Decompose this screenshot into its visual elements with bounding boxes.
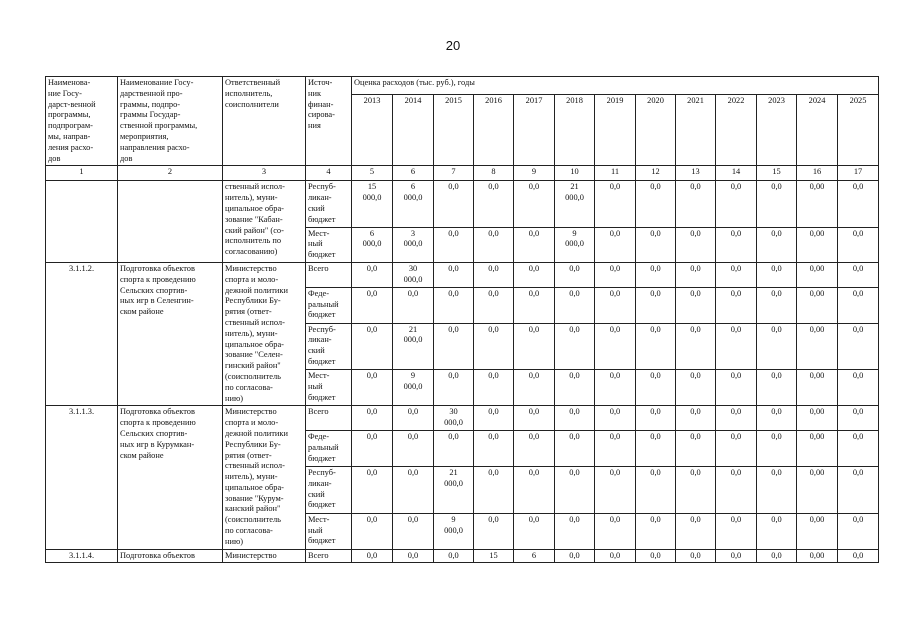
value-cell: 0,0 <box>555 549 595 563</box>
funding-source-cell: Мест- ный бюджет <box>306 513 352 549</box>
value-cell: 0,0 <box>514 181 555 227</box>
column-index-cell: 8 <box>474 166 514 181</box>
value-cell: 0,0 <box>434 287 474 323</box>
executor-cell: Министерство спорта и моло- дежной политики Республики Бу- рятия (ответ- ственный испол- нитель), муни- ципальное обра- зование "Курум- канский район" (соисполнитель по согласова- нию) <box>223 406 306 549</box>
value-cell: 0,0 <box>757 549 797 563</box>
table-row <box>46 549 879 563</box>
year-header: 2024 <box>797 95 838 166</box>
value-cell: 0,00 <box>797 181 838 227</box>
value-cell: 0,0 <box>595 262 636 287</box>
value-cell: 0,0 <box>676 323 716 370</box>
table-row <box>46 181 879 227</box>
value-cell: 0,0 <box>757 262 797 287</box>
funding-source-cell: Всего <box>306 262 352 287</box>
year-header: 2015 <box>434 95 474 166</box>
value-cell: 0,0 <box>352 431 393 467</box>
value-cell: 3 000,0 <box>393 227 434 262</box>
value-cell: 0,0 <box>595 431 636 467</box>
column-index-cell: 5 <box>352 166 393 181</box>
budget-table <box>45 76 879 563</box>
executor-cell: Министерство <box>223 549 306 563</box>
value-cell: 0,0 <box>716 370 757 406</box>
table-row <box>46 262 879 287</box>
value-cell: 0,0 <box>636 287 676 323</box>
value-cell: 0,00 <box>797 287 838 323</box>
value-cell: 0,0 <box>716 227 757 262</box>
value-cell: 0,00 <box>797 262 838 287</box>
column-index-cell: 4 <box>306 166 352 181</box>
funding-source-cell: Феде- ральный бюджет <box>306 287 352 323</box>
value-cell: 0,0 <box>514 323 555 370</box>
year-header: 2020 <box>636 95 676 166</box>
funding-source-cell: Феде- ральный бюджет <box>306 431 352 467</box>
value-cell: 0,0 <box>636 181 676 227</box>
value-cell: 0,0 <box>393 467 434 514</box>
value-cell: 0,0 <box>393 513 434 549</box>
funding-source-cell: Всего <box>306 549 352 563</box>
column-index-cell: 10 <box>555 166 595 181</box>
year-header: 2018 <box>555 95 595 166</box>
column-index-cell: 15 <box>757 166 797 181</box>
header-source: Источ- ник финан- сирова- ния <box>306 77 352 166</box>
value-cell: 0,0 <box>716 287 757 323</box>
value-cell: 0,00 <box>797 467 838 514</box>
column-index-cell: 12 <box>636 166 676 181</box>
value-cell: 0,00 <box>797 370 838 406</box>
year-header: 2021 <box>676 95 716 166</box>
value-cell: 0,0 <box>393 431 434 467</box>
value-cell: 21 000,0 <box>393 323 434 370</box>
value-cell: 0,00 <box>797 406 838 431</box>
column-index-cell: 17 <box>838 166 879 181</box>
column-index-cell: 14 <box>716 166 757 181</box>
value-cell: 0,0 <box>514 287 555 323</box>
value-cell: 0,0 <box>716 406 757 431</box>
value-cell: 0,0 <box>757 513 797 549</box>
value-cell: 30 000,0 <box>393 262 434 287</box>
value-cell: 0,0 <box>555 262 595 287</box>
value-cell: 0,0 <box>838 406 879 431</box>
value-cell: 0,0 <box>474 467 514 514</box>
value-cell: 0,0 <box>595 227 636 262</box>
value-cell: 0,0 <box>757 406 797 431</box>
value-cell: 0,0 <box>434 323 474 370</box>
value-cell: 21 000,0 <box>555 181 595 227</box>
year-header: 2017 <box>514 95 555 166</box>
value-cell: 0,0 <box>838 549 879 563</box>
executor-cell: ственный испол- нитель), муни- ципальное обра- зование "Кабан- ский район" (со- исполнитель по согласованию) <box>223 181 306 263</box>
value-cell: 0,0 <box>636 370 676 406</box>
column-index-cell: 1 <box>46 166 118 181</box>
value-cell: 0,0 <box>555 431 595 467</box>
value-cell: 0,0 <box>514 513 555 549</box>
value-cell: 0,0 <box>636 431 676 467</box>
activity-name-cell: Подготовка объектов спорта к проведению Сельских спортив- ных игр в Курумкан- ском районе <box>118 406 223 549</box>
value-cell: 30 000,0 <box>434 406 474 431</box>
value-cell: 0,0 <box>474 513 514 549</box>
value-cell: 0,0 <box>352 467 393 514</box>
value-cell: 0,00 <box>797 431 838 467</box>
value-cell: 0,0 <box>757 370 797 406</box>
value-cell: 0,0 <box>676 262 716 287</box>
value-cell: 0,0 <box>636 467 676 514</box>
value-cell: 0,0 <box>393 287 434 323</box>
activity-code-cell: 3.1.1.4. <box>46 549 118 563</box>
value-cell: 0,0 <box>676 227 716 262</box>
column-index-cell: 9 <box>514 166 555 181</box>
value-cell: 0,0 <box>595 513 636 549</box>
column-index-cell: 7 <box>434 166 474 181</box>
value-cell: 0,00 <box>797 549 838 563</box>
header-activity: Наименование Госу- дарственной про- граммы, подпро- граммы Государ- ственной программы, мероприятия, направления расхо- дов <box>118 77 223 166</box>
value-cell: 0,0 <box>514 406 555 431</box>
value-cell: 0,0 <box>474 227 514 262</box>
value-cell: 0,0 <box>838 181 879 227</box>
value-cell: 0,0 <box>838 431 879 467</box>
value-cell: 0,0 <box>555 513 595 549</box>
value-cell: 0,0 <box>757 431 797 467</box>
header-executor: Ответственный исполнитель, соисполнители <box>223 77 306 166</box>
value-cell: 0,0 <box>716 549 757 563</box>
value-cell: 0,0 <box>434 262 474 287</box>
value-cell: 0,0 <box>676 406 716 431</box>
year-header: 2014 <box>393 95 434 166</box>
value-cell: 0,0 <box>555 370 595 406</box>
value-cell: 0,0 <box>352 262 393 287</box>
value-cell: 0,0 <box>514 370 555 406</box>
value-cell: 0,0 <box>716 431 757 467</box>
header-program: Наименова- ние Госу- дарст-венной программы, подпрограм- мы, направ- ления расхо- дов <box>46 77 118 166</box>
value-cell: 0,0 <box>474 262 514 287</box>
year-header: 2013 <box>352 95 393 166</box>
year-header: 2025 <box>838 95 879 166</box>
year-header: 2023 <box>757 95 797 166</box>
value-cell: 0,0 <box>838 227 879 262</box>
funding-source-cell: Респуб- ликан- ский бюджет <box>306 467 352 514</box>
funding-source-cell: Мест- ный бюджет <box>306 370 352 406</box>
year-header: 2022 <box>716 95 757 166</box>
value-cell: 0,0 <box>838 370 879 406</box>
value-cell: 0,0 <box>716 513 757 549</box>
value-cell: 0,0 <box>352 513 393 549</box>
value-cell: 0,0 <box>555 467 595 514</box>
column-index-cell: 13 <box>676 166 716 181</box>
value-cell: 9 000,0 <box>393 370 434 406</box>
funding-source-cell: Респуб- ликан- ский бюджет <box>306 323 352 370</box>
funding-source-cell: Респуб- ликан- ский бюджет <box>306 181 352 227</box>
value-cell: 0,0 <box>838 287 879 323</box>
page-number: 20 <box>445 38 461 53</box>
activity-name-cell: Подготовка объектов <box>118 549 223 563</box>
activity-name-cell: Подготовка объектов спорта к проведению Сельских спортив- ных игр в Селенгин- ском районе <box>118 262 223 405</box>
column-index-cell: 16 <box>797 166 838 181</box>
value-cell: 0,0 <box>838 262 879 287</box>
value-cell: 0,0 <box>757 323 797 370</box>
value-cell: 0,0 <box>474 287 514 323</box>
value-cell: 0,0 <box>393 549 434 563</box>
activity-code-cell: 3.1.1.3. <box>46 406 118 549</box>
value-cell: 0,0 <box>676 467 716 514</box>
value-cell: 0,0 <box>676 549 716 563</box>
value-cell: 0,0 <box>352 549 393 563</box>
value-cell: 0,0 <box>434 181 474 227</box>
value-cell: 6 <box>514 549 555 563</box>
value-cell: 0,0 <box>434 227 474 262</box>
column-index-cell: 2 <box>118 166 223 181</box>
value-cell: 0,0 <box>676 370 716 406</box>
value-cell: 0,0 <box>434 370 474 406</box>
value-cell: 0,0 <box>757 227 797 262</box>
value-cell: 0,0 <box>352 323 393 370</box>
value-cell: 0,0 <box>636 227 676 262</box>
activity-code-cell: 3.1.1.2. <box>46 262 118 405</box>
value-cell: 0,0 <box>716 467 757 514</box>
value-cell: 0,0 <box>636 262 676 287</box>
funding-source-cell: Всего <box>306 406 352 431</box>
value-cell: 0,0 <box>716 181 757 227</box>
executor-cell: Министерство спорта и моло- дежной политики Республики Бу- рятия (ответ- ственный испол- нитель), муни- ципальное обра- зование "Селен- гинский район" (соисполнитель по согласова- нию) <box>223 262 306 405</box>
value-cell: 9 000,0 <box>555 227 595 262</box>
value-cell: 0,0 <box>555 287 595 323</box>
column-index-cell: 3 <box>223 166 306 181</box>
activity-code-cell <box>46 181 118 263</box>
value-cell: 0,0 <box>474 431 514 467</box>
value-cell: 0,0 <box>595 406 636 431</box>
value-cell: 6 000,0 <box>352 227 393 262</box>
value-cell: 0,0 <box>595 370 636 406</box>
value-cell: 0,0 <box>514 227 555 262</box>
value-cell: 0,0 <box>676 431 716 467</box>
value-cell: 6 000,0 <box>393 181 434 227</box>
value-cell: 0,0 <box>757 181 797 227</box>
value-cell: 9 000,0 <box>434 513 474 549</box>
value-cell: 15 <box>474 549 514 563</box>
value-cell: 0,0 <box>636 513 676 549</box>
value-cell: 0,00 <box>797 513 838 549</box>
value-cell: 0,0 <box>595 467 636 514</box>
value-cell: 0,0 <box>676 513 716 549</box>
value-cell: 0,0 <box>595 287 636 323</box>
value-cell: 0,0 <box>352 370 393 406</box>
column-index-cell: 11 <box>595 166 636 181</box>
value-cell: 0,0 <box>434 431 474 467</box>
value-cell: 0,0 <box>838 323 879 370</box>
value-cell: 0,0 <box>595 549 636 563</box>
activity-name-cell <box>118 181 223 263</box>
value-cell: 0,0 <box>352 287 393 323</box>
value-cell: 0,0 <box>555 406 595 431</box>
value-cell: 0,0 <box>474 406 514 431</box>
value-cell: 21 000,0 <box>434 467 474 514</box>
value-cell: 0,0 <box>595 323 636 370</box>
value-cell: 0,0 <box>474 323 514 370</box>
value-cell: 0,0 <box>514 262 555 287</box>
column-index-cell: 6 <box>393 166 434 181</box>
year-header: 2016 <box>474 95 514 166</box>
column-index-row <box>46 166 879 181</box>
value-cell: 0,0 <box>716 262 757 287</box>
value-cell: 0,0 <box>676 287 716 323</box>
value-cell: 0,0 <box>434 549 474 563</box>
funding-source-cell: Мест- ный бюджет <box>306 227 352 262</box>
value-cell: 0,0 <box>757 467 797 514</box>
value-cell: 0,0 <box>555 323 595 370</box>
value-cell: 0,0 <box>393 406 434 431</box>
value-cell: 0,0 <box>595 181 636 227</box>
value-cell: 0,0 <box>474 181 514 227</box>
year-header: 2019 <box>595 95 636 166</box>
value-cell: 0,0 <box>838 467 879 514</box>
table-row <box>46 406 879 431</box>
value-cell: 0,00 <box>797 227 838 262</box>
value-cell: 0,0 <box>636 549 676 563</box>
value-cell: 0,0 <box>352 406 393 431</box>
value-cell: 0,0 <box>838 513 879 549</box>
value-cell: 0,00 <box>797 323 838 370</box>
header-estimate: Оценка расходов (тыс. руб.), годы <box>352 77 879 95</box>
value-cell: 15 000,0 <box>352 181 393 227</box>
value-cell: 0,0 <box>636 406 676 431</box>
value-cell: 0,0 <box>757 287 797 323</box>
value-cell: 0,0 <box>676 181 716 227</box>
value-cell: 0,0 <box>716 323 757 370</box>
value-cell: 0,0 <box>514 431 555 467</box>
value-cell: 0,0 <box>514 467 555 514</box>
value-cell: 0,0 <box>474 370 514 406</box>
value-cell: 0,0 <box>636 323 676 370</box>
